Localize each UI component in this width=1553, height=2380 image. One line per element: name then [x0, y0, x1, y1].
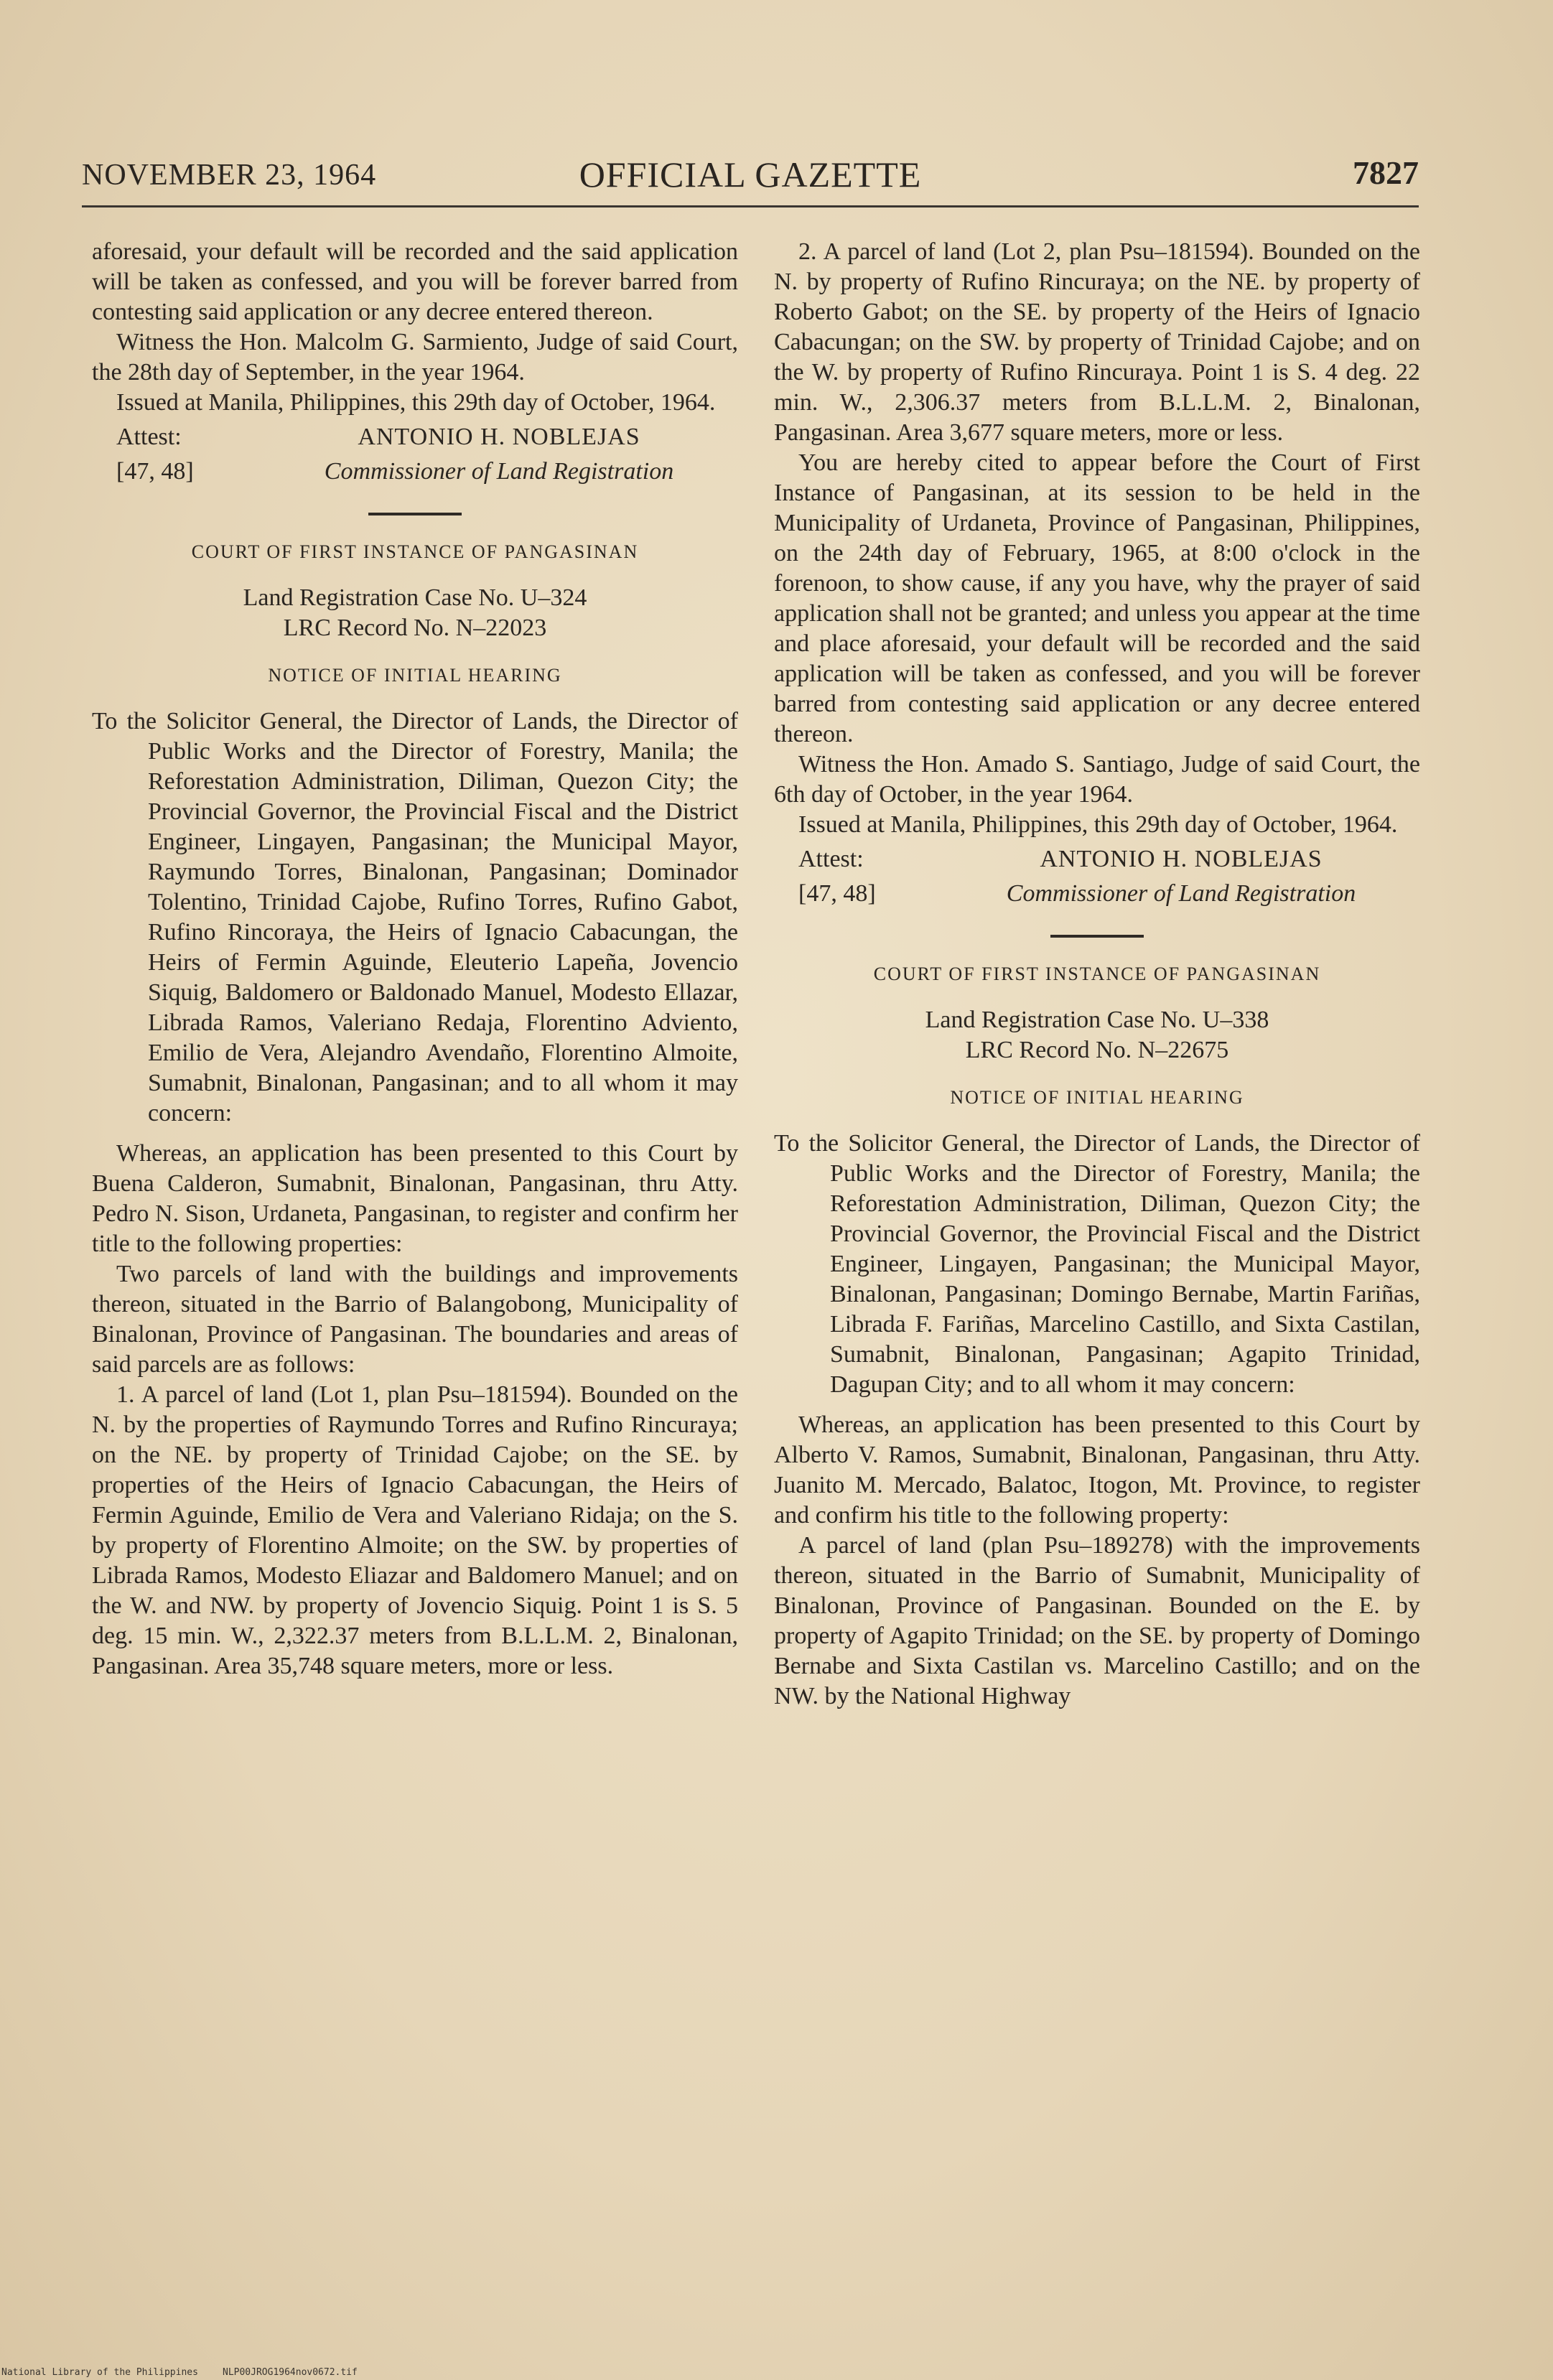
header-date: NOVEMBER 23, 1964: [82, 159, 377, 192]
right-attest-row-1: [774, 844, 1420, 874]
left-attest-name: ANTONIO H. NOBLEJAS: [358, 424, 640, 450]
left-parcels-paragraph: Two parcels of land with the buildings and improvements thereon, situated in the Barrio of Balangobong, Municipality of Binalonan, Province of Pangasinan. The boundaries and areas of said parcels are as follows:: [92, 1261, 738, 1378]
left-issued-paragraph: Issued at Manila, Philippines, this 29th day of October, 1964.: [116, 389, 716, 416]
left-attest-label: Attest:: [116, 424, 182, 450]
left-court-heading: COURT OF FIRST INSTANCE OF PANGASINAN: [191, 541, 639, 562]
right-attest-name: ANTONIO H. NOBLEJAS: [1040, 846, 1323, 872]
right-parcel-paragraph: A parcel of land (plan Psu–189278) with the improvements thereon, situated in the Barrio of Sumabnit, Municipality of Binalonan, Province of Pangasinan. Bounded on the E. by property of Agapito Trinidad; on the SE. by property of Domingo Bernabe and Sixta Castilan vs. Marcelino Castillo; and on the NW. by the National Highway: [774, 1532, 1420, 1709]
left-section-divider: [368, 513, 462, 515]
right-lrc-number: LRC Record No. N–22675: [965, 1037, 1229, 1063]
left-notice-heading: NOTICE OF INITIAL HEARING: [268, 665, 562, 686]
left-attest-row-2: [92, 457, 738, 487]
header-page-number: 7827: [1353, 154, 1419, 191]
right-whereas-paragraph: Whereas, an application has been presented to this Court by Alberto V. Ramos, Sumabnit, Binalonan, Pangasinan, thru Atty. Juanito M. Mercado, Balatoc, Itogon, Mt. Province, to register and confirm his title to the following property:: [774, 1411, 1420, 1529]
left-addressees: To the Solicitor General, the Director of Lands, the Director of Public Works and the Director of Forestry, Manila; the Reforestation Administration, Diliman, Quezon City; the Provincial Governor, the Provincial Fiscal and the District Engineer, Lingayen, Pangasinan; the Municipal Mayor, Raymundo Torres, Binalonan, Pangasinan; Dominador Tolentino, Trinidad Cajobe, Rufino Torres, Rufino Gabot, Rufino Rincoraya, the Heirs of Ignacio Cabacungan, the Heirs of Fermin Aguinde, Eleuterio Lapeña, Jovencio Siquig, Baldomero or Baldonado Manuel, Modesto Ellazar, Librada Ramos, Valeriano Redaja, Florentino Adviento, Emilio de Vera, Alejandro Avendaño, Florentino Almoite, Sumabnit, Binalonan, Pangasinan; and to all whom it may concern:: [92, 708, 738, 1126]
left-attest-row-1: [92, 422, 738, 452]
footer-library: National Library of the Philippines: [1, 2367, 198, 2378]
scan-footer: [0, 2366, 1553, 2380]
left-witness-paragraph: Witness the Hon. Malcolm G. Sarmiento, Judge of said Court, the 28th day of September, in the year 1964.: [92, 329, 738, 386]
header-rule: [82, 205, 1419, 207]
right-court-heading: COURT OF FIRST INSTANCE OF PANGASINAN: [873, 963, 1321, 984]
right-attest-title: Commissioner of Land Registration: [1006, 880, 1356, 907]
right-attest-ref: [47, 48]: [798, 880, 876, 907]
left-whereas-paragraph: Whereas, an application has been presented to this Court by Buena Calderon, Sumabnit, Binalonan, Pangasinan, thru Atty. Pedro N. Sison, Urdaneta, Pangasinan, to register and confirm her title to the following properties:: [92, 1140, 738, 1257]
right-attest-label: Attest:: [798, 846, 864, 872]
left-attest-title: Commissioner of Land Registration: [324, 458, 674, 485]
right-parcel-2-paragraph: 2. A parcel of land (Lot 2, plan Psu–181594). Bounded on the N. by property of Rufino Rincuraya; on the NE. by property of Roberto Gabot; on the SE. by property of the Heirs of Ignacio Cabacungan; on the SW. by property of Trinidad Cajobe; and on the W. by property of Rufino Rincuraya. Point 1 is S. 4 deg. 22 min. W., 2,306.37 meters from B.L.L.M. 2, Binalonan, Pangasinan. Area 3,677 square meters, more or less.: [774, 238, 1420, 446]
right-column: [774, 237, 1420, 1712]
left-attest-ref: [47, 48]: [116, 458, 194, 485]
right-attest-row-2: [774, 879, 1420, 909]
right-addressees: To the Solicitor General, the Director of Lands, the Director of Public Works and the Director of Forestry, Manila; the Reforestation Administration, Diliman, Quezon City; the Provincial Governor, the Provincial Fiscal and the District Engineer, Lingayen, Pangasinan; the Municipal Mayor, Binalonan, Pangasinan; Domingo Bernabe, Martin Fariñas, Librada F. Fariñas, Marcelino Castillo, and Sixta Castilan, Sumabnit, Binalonan, Pangasinan; Agapito Trinidad, Dagupan City; and to all whom it may concern:: [774, 1130, 1420, 1398]
left-lrc-number: LRC Record No. N–22023: [283, 615, 547, 641]
right-case-number: Land Registration Case No. U–338: [925, 1007, 1269, 1033]
left-column: [92, 237, 738, 1681]
right-notice-heading: NOTICE OF INITIAL HEARING: [950, 1087, 1244, 1108]
left-case-number: Land Registration Case No. U–324: [243, 584, 587, 611]
right-citation-paragraph: You are hereby cited to appear before the Court of First Instance of Pangasinan, at its session to be held in the Municipality of Urdaneta, Province of Pangasinan, Philippines, on the 24th day of February, 1965, at 8:00 o'clock in the forenoon, to show cause, if any you have, why the prayer of said application shall not be granted; and unless you appear at the time and place aforesaid, your default will be recorded and the said application will be taken as confessed, and you will be forever barred from contesting said application or any decree entered thereon.: [774, 449, 1420, 747]
right-witness-paragraph: Witness the Hon. Amado S. Santiago, Judge of said Court, the 6th day of October, in the year 1964.: [774, 751, 1420, 808]
right-section-divider: [1050, 935, 1144, 938]
footer-file: NLP00JROG1964nov0672.tif: [223, 2367, 358, 2378]
header-title: OFFICIAL GAZETTE: [579, 154, 922, 195]
left-parcel-1-paragraph: 1. A parcel of land (Lot 1, plan Psu–181594). Bounded on the N. by the properties of Raymundo Torres and Rufino Rincuraya; on the NE. by property of Trinidad Cajobe; on the SE. by properties of the Heirs of Ignacio Cabacungan, the Heirs of Fermin Aguinde, Emilio de Vera and Valeriano Ridaja; on the S. by property of Florentino Almoite; on the SW. by properties of Librada Ramos, Modesto Eliazar and Baldomero Manuel; and on the W. and NW. by property of Jovencio Siquig. Point 1 is S. 5 deg. 15 min. W., 2,322.37 meters from B.L.L.M. 2, Binalonan, Pangasinan. Area 35,748 square meters, more or less.: [92, 1381, 738, 1679]
page-header: [82, 149, 1419, 200]
right-issued-paragraph: Issued at Manila, Philippines, this 29th day of October, 1964.: [798, 811, 1398, 838]
left-paragraph-1: aforesaid, your default will be recorded and the said application will be taken as confessed, and you will be forever barred from contesting said application or any decree entered thereon.: [92, 238, 738, 325]
